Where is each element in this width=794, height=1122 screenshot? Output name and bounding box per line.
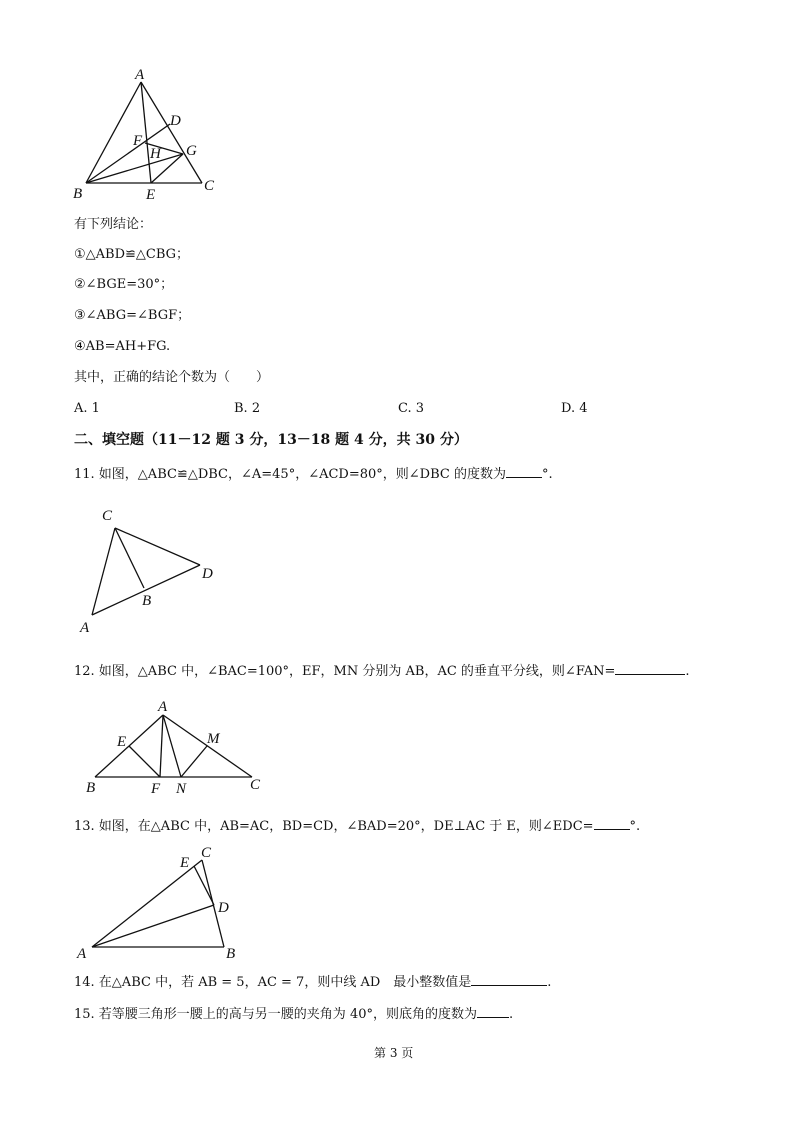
q15-text <box>74 1005 513 1024</box>
label-c: C <box>250 777 261 793</box>
label-m: M <box>207 731 220 747</box>
section-2-heading: 二、填空题（11－12 题 3 分，13－18 题 4 分，共 30 分） <box>74 432 468 448</box>
label-e: E <box>146 187 156 203</box>
q14-text-main: 14. 在△ABC 中，若 AB = 5，AC = 7，则中线 AD 最小整数值是 <box>74 975 472 990</box>
label-h: H <box>150 146 161 162</box>
label-a: A <box>80 620 90 636</box>
q10-conclusion-4: ④AB=AH+FG. <box>74 339 171 354</box>
q10-intro: 有下列结论： <box>74 217 153 232</box>
label-f: F <box>133 133 143 149</box>
q11-text-end: °. <box>541 467 553 482</box>
label-g: G <box>186 143 197 159</box>
q10-option-b: B. 2 <box>234 401 261 416</box>
label-d: D <box>218 900 229 916</box>
label-a: A <box>77 946 87 962</box>
label-c: C <box>204 178 215 194</box>
label-e: E <box>180 855 190 871</box>
q10-conclusion-2: ②∠BGE=30°； <box>74 277 174 292</box>
segment-ac <box>92 860 202 947</box>
q12-text-end: . <box>685 664 690 679</box>
q15-text-main: 15. 若等腰三角形一腰上的高与另一腰的夹角为 40°，则底角的度数为 <box>74 1007 477 1022</box>
segment-de <box>194 866 214 905</box>
label-f: F <box>151 781 161 797</box>
label-c: C <box>201 845 212 861</box>
q15-answer-blank[interactable] <box>477 1005 509 1018</box>
label-n: N <box>176 781 187 797</box>
q10-question: 其中，正确的结论个数为（ ） <box>74 370 270 385</box>
q10-option-a: A. 1 <box>74 401 100 416</box>
q10-option-c: C. 3 <box>398 401 425 416</box>
q11-text-main: 11. 如图，△ABC≌△DBC，∠A=45°，∠ACD=80°，则∠DBC 的度数为 <box>74 467 506 482</box>
q14-text-end: . <box>547 975 552 990</box>
label-d: D <box>170 113 181 129</box>
q13-text-end: °. <box>629 819 641 834</box>
q14-text <box>74 973 551 992</box>
label-d: D <box>202 566 213 582</box>
label-a: A <box>158 699 168 715</box>
label-b: B <box>86 780 96 796</box>
page-number: 第 3 页 <box>374 1046 414 1060</box>
label-c: C <box>102 508 113 524</box>
label-e: E <box>117 734 127 750</box>
label-b: B <box>142 593 152 609</box>
label-a: A <box>135 67 145 83</box>
segment-ad <box>92 905 214 947</box>
label-b: B <box>73 186 83 202</box>
q14-answer-blank[interactable] <box>471 973 547 986</box>
q10-conclusion-1: ①△ABD≌△CBG； <box>74 247 190 262</box>
q10-conclusion-3: ③∠ABG=∠BGF； <box>74 308 191 323</box>
label-b: B <box>226 946 236 962</box>
q10-option-d: D. 4 <box>561 401 588 416</box>
q15-text-end: . <box>508 1007 514 1022</box>
q12-text-main: 12. 如图，△ABC 中，∠BAC=100°，EF，MN 分别为 AB，AC 的垂直平分线，则∠FAN= <box>74 664 616 679</box>
q13-text-main: 13. 如图，在△ABC 中，AB=AC，BD=CD，∠BAD=20°，DE⊥AC 于 E，则∠EDC= <box>74 819 594 834</box>
